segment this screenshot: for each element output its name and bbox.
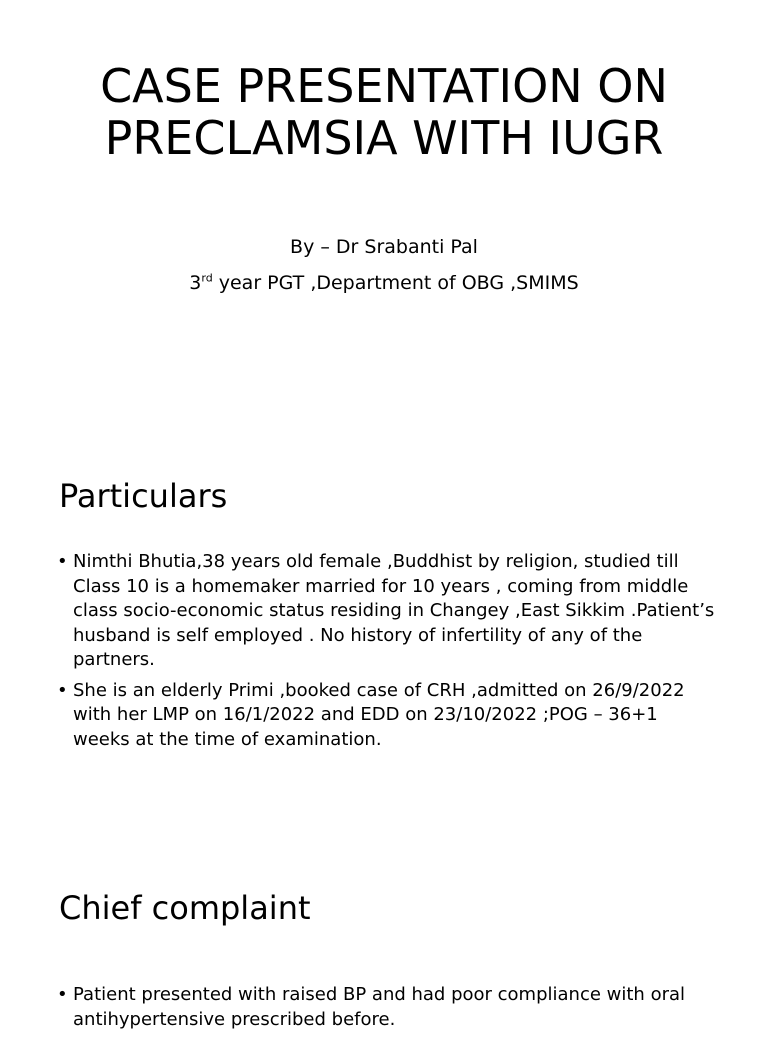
chief-complaint-list — [57, 983, 717, 1038]
bullet-icon: • — [57, 679, 68, 701]
title-slide — [0, 0, 768, 410]
department-text: year PGT ,Department of OBG ,SMIMS — [212, 272, 579, 294]
list-item-text: She is an elderly Primi ,booked case of CRH ,admitted on 26/9/2022 with her LMP on 16/1/2022 and EDD on 23/10/2022 ;POG – 36+1 weeks at the time of examination. — [73, 679, 685, 750]
presentation-title: CASE PRESENTATION ON PRECLAMSIA WITH IUGR — [100, 59, 668, 165]
chief-complaint-slide — [0, 820, 768, 1030]
chief-complaint-title: Chief complaint — [59, 889, 311, 927]
particulars-title: Particulars — [59, 477, 228, 515]
list-item-text: Patient presented with raised BP and had poor compliance with oral antihypertensive prescribed before. — [73, 984, 686, 1030]
bullet-icon: • — [57, 551, 68, 572]
year-suffix: rd — [201, 271, 213, 285]
list-item-text: Nimthi Bhutia,38 years old female ,Buddhist by religion, studied till Class 10 is a homemaker married for 10 years , coming from middle class socio-economic status residing in Changey ,East Sikkim .Patient’s husband is self employed . No history of infertility of any of the partners. — [73, 551, 715, 670]
department-line — [84, 265, 684, 301]
bullet-icon: • — [57, 984, 68, 1005]
list-item — [57, 983, 717, 1032]
year-number: 3 — [189, 272, 202, 294]
list-item — [57, 679, 717, 753]
particulars-list — [57, 550, 717, 758]
list-item — [57, 550, 717, 673]
particulars-slide — [0, 410, 768, 820]
author-line: By – Dr Srabanti Pal — [290, 236, 478, 258]
subtitle-block — [84, 229, 684, 301]
